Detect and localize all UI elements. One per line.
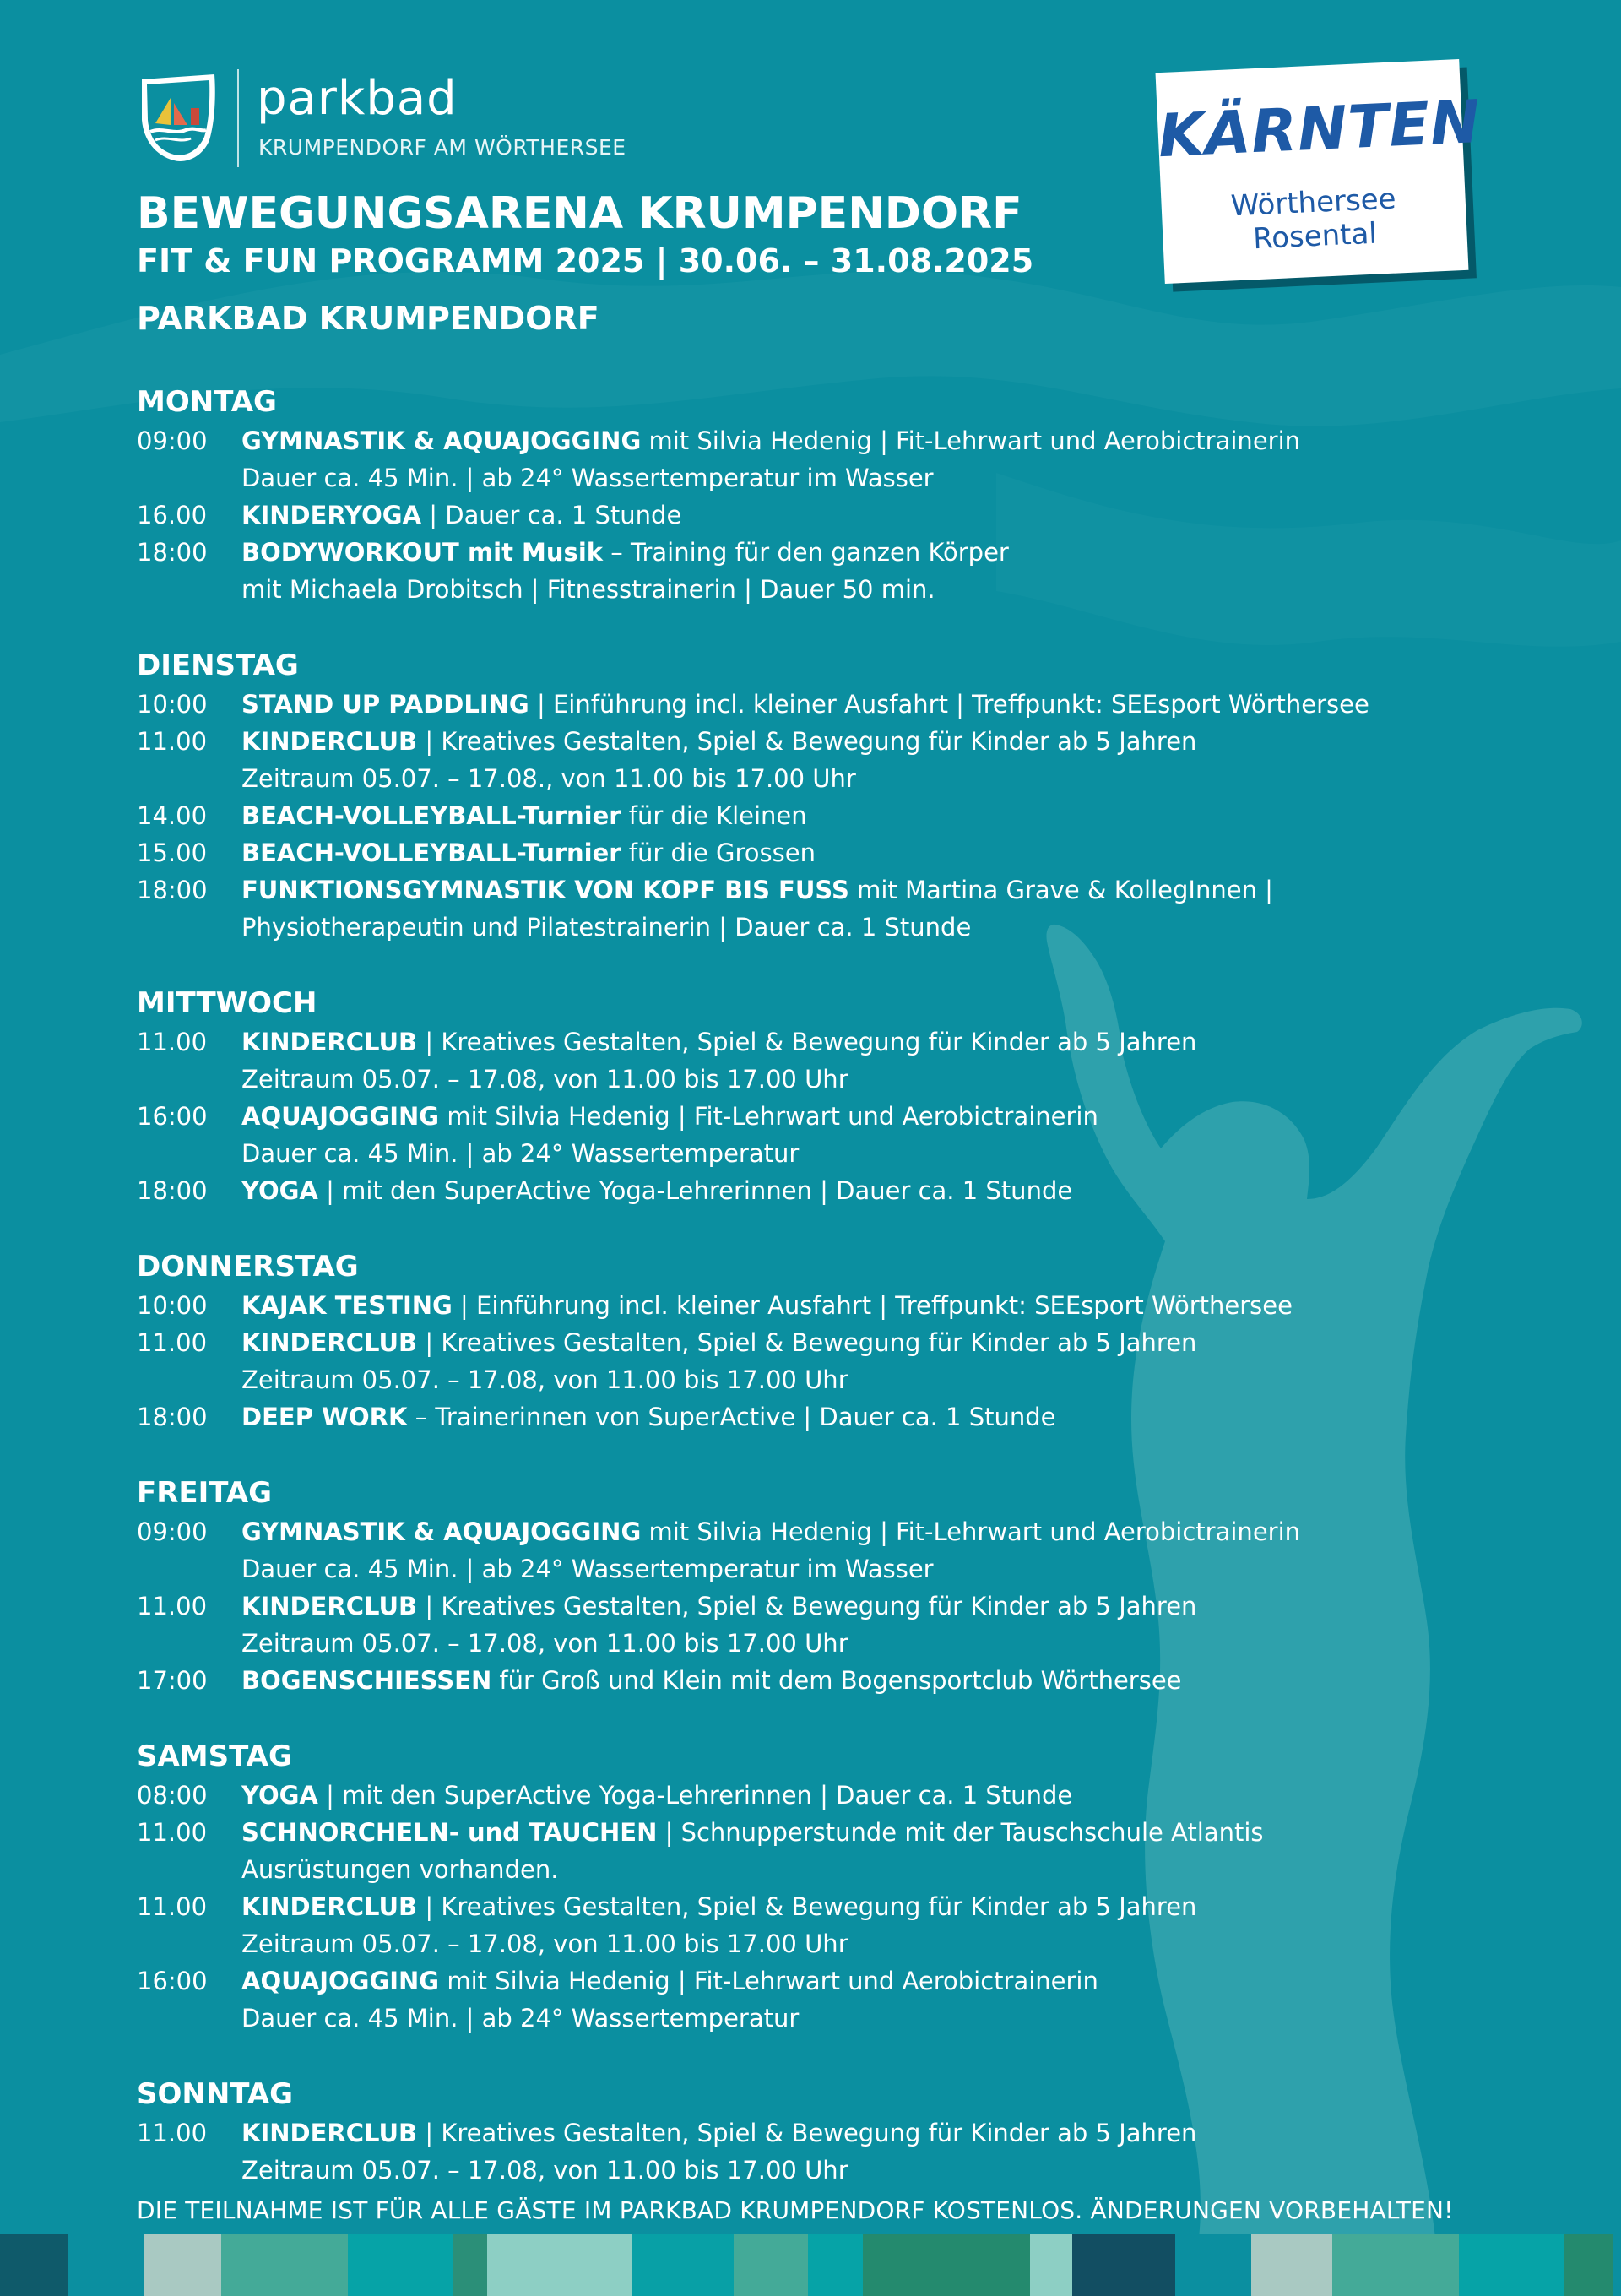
activity-details: | Schnupperstunde mit der Tauschschule Atlantis: [657, 1818, 1264, 1847]
activity-details: | Kreatives Gestalten, Spiel & Bewegung für Kinder ab 5 Jahren: [417, 1592, 1197, 1620]
entry-description: [241, 871, 1504, 946]
activity-details: mit Silvia Hedenig | Fit-Lehrwart und Aerobictrainerin: [439, 1102, 1098, 1131]
activity-title: KINDERCLUB: [241, 1592, 418, 1620]
schedule-entry: [137, 1662, 1504, 1699]
day-section: [137, 2074, 1504, 2189]
stripe-segment: [0, 2234, 68, 2296]
entry-time: 11.00: [137, 2119, 208, 2147]
entry-line-2: Zeitraum 05.07. – 17.08, von 11.00 bis 17.00 Uhr: [241, 1065, 848, 1094]
activity-title: BEACH-VOLLEYBALL-Turnier: [241, 839, 621, 867]
entry-description: [241, 1513, 1504, 1588]
parkbad-logo: [137, 69, 626, 171]
entry-time: 11.00: [137, 1892, 208, 1921]
schedule-entry: [137, 422, 1504, 497]
entry-time: 11.00: [137, 1818, 208, 1847]
entry-time: 10:00: [137, 1291, 208, 1320]
entry-time: 15.00: [137, 839, 208, 867]
entry-line-1: [241, 1777, 1504, 1814]
schedule-entry: [137, 1398, 1504, 1436]
entry-description: [241, 1662, 1504, 1699]
entry-line-2: Dauer ca. 45 Min. | ab 24° Wassertemperatur: [241, 1139, 800, 1168]
day-section: [137, 1736, 1504, 2037]
day-heading: DONNERSTAG: [137, 1250, 359, 1284]
activity-details: für die Kleinen: [621, 801, 807, 830]
entry-description: [241, 534, 1504, 608]
entry-line-2: Ausrüstungen vorhanden.: [241, 1855, 559, 1884]
entry-time: 10:00: [137, 690, 208, 719]
program-subtitle: FIT & FUN PROGRAMM 2025 | 30.06. – 31.08.2025: [137, 242, 1034, 280]
entry-line-1: [241, 834, 1504, 871]
brand-subtitle: KRUMPENDORF AM WÖRTHERSEE: [258, 135, 626, 160]
activity-title: BEACH-VOLLEYBALL-Turnier: [241, 801, 621, 830]
entry-line-2: Zeitraum 05.07. – 17.08, von 11.00 bis 17.00 Uhr: [241, 1629, 848, 1658]
entry-time: 14.00: [137, 801, 208, 830]
stripe-segment: [1459, 2234, 1564, 2296]
entry-time: 16:00: [137, 1102, 208, 1131]
stripe-segment: [487, 2234, 632, 2296]
activity-details: | mit den SuperActive Yoga-Lehrerinnen | Dauer ca. 1 Stunde: [317, 1781, 1073, 1810]
activity-details: | Einführung incl. kleiner Ausfahrt | Treffpunkt: SEEsport Wörthersee: [452, 1291, 1293, 1320]
schedule-entry: [137, 2114, 1504, 2189]
entry-description: [241, 2114, 1504, 2189]
activity-title: BOGENSCHIESSEN: [241, 1666, 492, 1695]
schedule-entry: [137, 1777, 1504, 1814]
activity-details: | Kreatives Gestalten, Spiel & Bewegung für Kinder ab 5 Jahren: [417, 727, 1197, 756]
entry-time: 17:00: [137, 1666, 208, 1695]
badge-line-2: Rosental: [1252, 216, 1378, 257]
stripe-segment: [1251, 2234, 1332, 2296]
entry-line-1: [241, 797, 1504, 834]
entry-line-1: [241, 723, 1504, 760]
activity-details: | mit den SuperActive Yoga-Lehrerinnen | Dauer ca. 1 Stunde: [317, 1176, 1073, 1205]
day-heading: DIENSTAG: [137, 649, 299, 682]
stripe-segment: [68, 2234, 144, 2296]
activity-title: KINDERCLUB: [241, 727, 418, 756]
schedule-entry: [137, 1588, 1504, 1662]
schedule-entry: [137, 797, 1504, 834]
stripe-segment: [632, 2234, 734, 2296]
stripe-segment: [144, 2234, 221, 2296]
entry-time: 18:00: [137, 876, 208, 904]
entry-description: [241, 834, 1504, 871]
entry-line-2: Dauer ca. 45 Min. | ab 24° Wassertemperatur: [241, 2004, 800, 2033]
entry-line-1: [241, 1513, 1504, 1550]
location-title: PARKBAD KRUMPENDORF: [137, 300, 599, 337]
activity-title: FUNKTIONSGYMNASTIK VON KOPF BIS FUSS: [241, 876, 849, 904]
entry-description: [241, 1172, 1504, 1209]
entry-description: [241, 1398, 1504, 1436]
entry-line-1: [241, 1888, 1504, 1925]
activity-title: GYMNASTIK & AQUAJOGGING: [241, 426, 642, 455]
entry-description: [241, 1888, 1504, 1962]
day-section: [137, 1246, 1504, 1436]
entry-description: [241, 723, 1504, 797]
entry-line-1: [241, 1962, 1504, 2000]
entry-line-2: Zeitraum 05.07. – 17.08, von 11.00 bis 17.00 Uhr: [241, 1930, 848, 1958]
activity-details: | Einführung incl. kleiner Ausfahrt | Treffpunkt: SEEsport Wörthersee: [529, 690, 1369, 719]
badge-line-1: Wörthersee: [1229, 182, 1397, 224]
activity-title: SCHNORCHELN- und TAUCHEN: [241, 1818, 658, 1847]
schedule-entry: [137, 1287, 1504, 1324]
entry-line-1: [241, 2114, 1504, 2152]
schedule-entry: [137, 1513, 1504, 1588]
entry-description: [241, 1777, 1504, 1814]
activity-details: | Kreatives Gestalten, Spiel & Bewegung für Kinder ab 5 Jahren: [417, 1028, 1197, 1056]
entry-time: 18:00: [137, 1403, 208, 1431]
entry-time: 11.00: [137, 1328, 208, 1357]
activity-title: GYMNASTIK & AQUAJOGGING: [241, 1517, 642, 1546]
entry-line-1: [241, 1287, 1504, 1324]
footer-note: DIE TEILNAHME IST FÜR ALLE GÄSTE IM PARKBAD KRUMPENDORF KOSTENLOS. ÄNDERUNGEN VORBEHALTEN!: [137, 2196, 1454, 2224]
day-heading: FREITAG: [137, 1476, 273, 1510]
entry-description: [241, 1287, 1504, 1324]
entry-line-1: [241, 1814, 1504, 1851]
activity-title: DEEP WORK: [241, 1403, 408, 1431]
badge-title: KÄRNTEN: [1157, 86, 1483, 171]
activity-details: | Kreatives Gestalten, Spiel & Bewegung für Kinder ab 5 Jahren: [417, 1328, 1197, 1357]
entry-line-1: [241, 1098, 1504, 1135]
entry-line-2: mit Michaela Drobitsch | Fitnesstrainerin | Dauer 50 min.: [241, 575, 935, 604]
entry-line-1: [241, 871, 1504, 909]
entry-time: 11.00: [137, 727, 208, 756]
activity-title: YOGA: [241, 1176, 318, 1205]
day-section: [137, 983, 1504, 1209]
activity-details: – Trainerinnen von SuperActive | Dauer ca. 1 Stunde: [407, 1403, 1056, 1431]
activity-title: KINDERCLUB: [241, 1328, 418, 1357]
day-section: [137, 645, 1504, 946]
entry-line-2: Zeitraum 05.07. – 17.08, von 11.00 bis 17.00 Uhr: [241, 1365, 848, 1394]
entry-line-2: Zeitraum 05.07. – 17.08., von 11.00 bis 17.00 Uhr: [241, 764, 856, 793]
weekly-schedule: [137, 382, 1504, 2226]
activity-title: YOGA: [241, 1781, 318, 1810]
activity-title: KINDERCLUB: [241, 2119, 418, 2147]
entry-description: [241, 1324, 1504, 1398]
parkbad-emblem-icon: [137, 73, 220, 164]
activity-details: | Kreatives Gestalten, Spiel & Bewegung für Kinder ab 5 Jahren: [417, 1892, 1197, 1921]
schedule-entry: [137, 686, 1504, 723]
activity-title: KINDERCLUB: [241, 1892, 418, 1921]
entry-line-1: [241, 1324, 1504, 1361]
stripe-segment: [1564, 2234, 1613, 2296]
stripe-segment: [453, 2234, 487, 2296]
entry-description: [241, 422, 1504, 497]
entry-line-1: [241, 1662, 1504, 1699]
entry-description: [241, 1962, 1504, 2037]
logo-divider: [237, 69, 239, 167]
day-heading: SONNTAG: [137, 2077, 294, 2111]
entry-description: [241, 497, 1504, 534]
stripe-segment: [734, 2234, 808, 2296]
entry-description: [241, 1098, 1504, 1172]
stripe-segment: [1332, 2234, 1459, 2296]
badge-subtitle: [1161, 179, 1467, 260]
entry-line-1: [241, 1398, 1504, 1436]
entry-description: [241, 1588, 1504, 1662]
day-heading: MONTAG: [137, 385, 277, 419]
activity-details: | Dauer ca. 1 Stunde: [421, 501, 682, 529]
day-section: [137, 382, 1504, 608]
entry-description: [241, 1023, 1504, 1098]
activity-details: mit Silvia Hedenig | Fit-Lehrwart und Aerobictrainerin: [439, 1967, 1098, 1995]
schedule-entry: [137, 871, 1504, 946]
stripe-segment: [221, 2234, 348, 2296]
activity-details: mit Silvia Hedenig | Fit-Lehrwart und Aerobictrainerin: [641, 1517, 1301, 1546]
stripe-segment: [1072, 2234, 1175, 2296]
schedule-entry: [137, 1098, 1504, 1172]
entry-description: [241, 797, 1504, 834]
activity-details: für Groß und Klein mit dem Bogensportclub Wörthersee: [491, 1666, 1182, 1695]
activity-title: KINDERCLUB: [241, 1028, 418, 1056]
schedule-entry: [137, 1324, 1504, 1398]
schedule-entry: [137, 1888, 1504, 1962]
schedule-entry: [137, 497, 1504, 534]
entry-time: 18:00: [137, 538, 208, 567]
kaernten-badge: [1156, 59, 1483, 284]
color-stripe: [0, 2234, 1621, 2296]
activity-details: – Training für den ganzen Körper: [603, 538, 1009, 567]
schedule-entry: [137, 534, 1504, 608]
stripe-segment: [808, 2234, 863, 2296]
schedule-entry: [137, 1814, 1504, 1888]
activity-title: STAND UP PADDLING: [241, 690, 529, 719]
stripe-segment: [1175, 2234, 1251, 2296]
activity-title: KINDERYOGA: [241, 501, 422, 529]
entry-time: 16:00: [137, 1967, 208, 1995]
activity-details: | Kreatives Gestalten, Spiel & Bewegung für Kinder ab 5 Jahren: [417, 2119, 1197, 2147]
entry-line-2: Dauer ca. 45 Min. | ab 24° Wassertemperatur im Wasser: [241, 464, 934, 492]
schedule-entry: [137, 723, 1504, 797]
entry-time: 11.00: [137, 1592, 208, 1620]
entry-line-1: [241, 686, 1504, 723]
stripe-segment: [348, 2234, 453, 2296]
entry-line-1: [241, 534, 1504, 571]
entry-time: 11.00: [137, 1028, 208, 1056]
activity-details: für die Grossen: [621, 839, 816, 867]
schedule-entry: [137, 834, 1504, 871]
entry-line-1: [241, 1588, 1504, 1625]
activity-title: KAJAK TESTING: [241, 1291, 453, 1320]
entry-line-1: [241, 497, 1504, 534]
entry-line-2: Zeitraum 05.07. – 17.08, von 11.00 bis 17.00 Uhr: [241, 2156, 848, 2185]
entry-time: 09:00: [137, 426, 208, 455]
entry-time: 08:00: [137, 1781, 208, 1810]
activity-details: mit Martina Grave & KollegInnen |: [848, 876, 1273, 904]
entry-description: [241, 686, 1504, 723]
activity-details: mit Silvia Hedenig | Fit-Lehrwart und Aerobictrainerin: [641, 426, 1301, 455]
entry-time: 18:00: [137, 1176, 208, 1205]
activity-title: AQUAJOGGING: [241, 1102, 440, 1131]
entry-line-1: [241, 1023, 1504, 1061]
page-title: BEWEGUNGSARENA KRUMPENDORF: [137, 188, 1022, 239]
day-heading: SAMSTAG: [137, 1740, 292, 1773]
schedule-entry: [137, 1962, 1504, 2037]
activity-title: AQUAJOGGING: [241, 1967, 440, 1995]
entry-line-1: [241, 1172, 1504, 1209]
activity-title: BODYWORKOUT mit Musik: [241, 538, 604, 567]
entry-time: 16.00: [137, 501, 208, 529]
entry-time: 09:00: [137, 1517, 208, 1546]
stripe-segment: [1030, 2234, 1072, 2296]
day-section: [137, 1473, 1504, 1699]
stripe-segment: [863, 2234, 1030, 2296]
schedule-entry: [137, 1172, 1504, 1209]
entry-line-2: Dauer ca. 45 Min. | ab 24° Wassertemperatur im Wasser: [241, 1555, 934, 1583]
entry-line-2: Physiotherapeutin und Pilatestrainerin | Dauer ca. 1 Stunde: [241, 913, 972, 942]
entry-line-1: [241, 422, 1504, 459]
entry-description: [241, 1814, 1504, 1888]
day-heading: MITTWOCH: [137, 986, 317, 1020]
schedule-entry: [137, 1023, 1504, 1098]
brand-name: parkbad: [257, 71, 458, 126]
